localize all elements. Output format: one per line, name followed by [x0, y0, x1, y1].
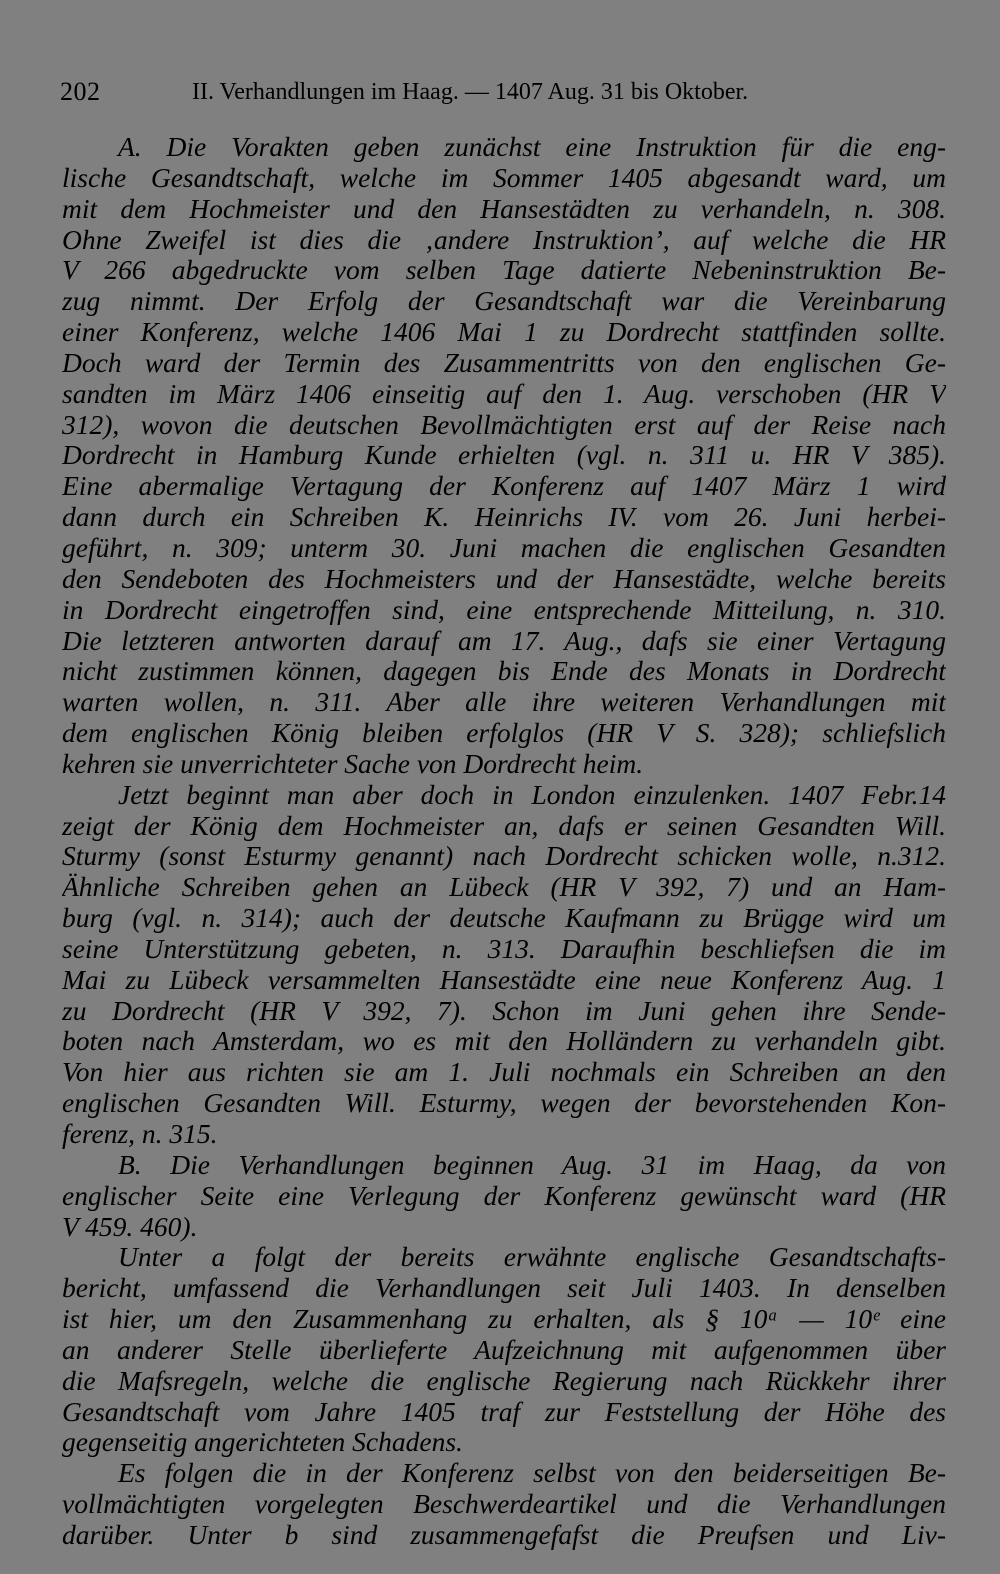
page-header: [60, 72, 950, 112]
text-line: V 459. 460).: [62, 1211, 198, 1242]
text-line: ferenz, n. 315.: [62, 1119, 218, 1149]
text-line: dann durch ein Schreiben K. Heinrichs IV. vom 26. Juni herbei-: [62, 502, 946, 533]
text-line: Ohne Zweifel ist dies die ‚andere Instruktion’, auf welche die HR: [62, 224, 946, 255]
text-line: zug nimmt. Der Erfolg der Gesandtschaft war die Vereinbarung: [62, 286, 946, 317]
text-line: lische Gesandtschaft, welche im Sommer 1405 abgesandt ward, um: [62, 162, 946, 193]
text-line: 312), wovon die deutschen Bevollmächtigten erst auf der Reise nach: [62, 409, 946, 440]
text-line: an anderer Stelle überlieferte Aufzeichnung mit aufgenommen über: [62, 1334, 946, 1365]
text-line: Doch ward der Termin des Zusammentritts von den englischen Ge-: [62, 347, 946, 378]
text-line: burg (vgl. n. 314); auch der deutsche Kaufmann zu Brügge wird um: [62, 903, 946, 934]
text-line: Unter a folgt der bereits erwähnte englische Gesandtschafts-: [118, 1242, 946, 1273]
text-line: Von hier aus richten sie am 1. Juli nochmals ein Schreiben an den: [62, 1057, 946, 1088]
text-line: Die letzteren antworten darauf am 17. Aug., dafs sie einer Vertagung: [62, 625, 946, 656]
text-line: die Mafsregeln, welche die englische Regierung nach Rückkehr ihrer: [62, 1365, 946, 1396]
text-line: gegenseitig angerichteten Schadens.: [62, 1427, 463, 1458]
text-line: Gesandtschaft vom Jahre 1405 traf zur Feststellung der Höhe des: [62, 1396, 946, 1427]
text-line: nicht zustimmen können, dagegen bis Ende des Monats in Dordrecht: [62, 656, 946, 687]
running-head: II. Verhandlungen im Haag. — 1407 Aug. 31 bis Oktober.: [192, 79, 749, 105]
page-number: 202: [60, 77, 101, 106]
body-text: [62, 132, 946, 1551]
text-line: kehren sie unverrichteter Sache von Dordrecht heim.: [62, 748, 644, 779]
text-line: seine Unterstützung gebeten, n. 313. Daraufhin beschliefsen die im: [62, 933, 946, 964]
text-line: dem englischen König bleiben erfolglos (HR V S. 328); schliefslich: [62, 718, 946, 749]
text-line: boten nach Amsterdam, wo es mit den Holländern zu verhandeln gibt.: [62, 1026, 946, 1057]
text-line: englischer Seite eine Verlegung der Konferenz gewünscht ward (HR: [62, 1180, 946, 1211]
text-line: einer Konferenz, welche 1406 Mai 1 zu Dordrecht stattfinden sollte.: [62, 317, 946, 348]
text-line: den Sendeboten des Hochmeisters und der Hansestädte, welche bereits: [62, 563, 946, 594]
text-line: bericht, umfassend die Verhandlungen seit Juli 1403. In denselben: [62, 1273, 946, 1304]
text-line: Mai zu Lübeck versammelten Hansestädte eine neue Konferenz Aug. 1: [62, 964, 946, 995]
text-line: Jetzt beginnt man aber doch in London einzulenken. 1407 Febr.14: [118, 779, 946, 810]
text-line: Eine abermalige Vertagung der Konferenz auf 1407 März 1 wird: [62, 471, 946, 502]
text-line: darüber. Unter b sind zusammengefafst die Preufsen und Liv-: [62, 1519, 946, 1550]
text-line: Es folgen die in der Konferenz selbst von den beiderseitigen Be-: [118, 1458, 946, 1489]
text-line: V 266 abgedruckte vom selben Tage datierte Nebeninstruktion Be-: [62, 255, 946, 286]
text-line: Ähnliche Schreiben gehen an Lübeck (HR V 392, 7) und an Ham-: [62, 872, 946, 903]
text-line: warten wollen, n. 311. Aber alle ihre weiteren Verhandlungen mit: [62, 687, 946, 718]
text-line: englischen Gesandten Will. Esturmy, wegen der bevorstehenden Kon-: [62, 1088, 946, 1119]
text-line: Sturmy (sonst Esturmy genannt) nach Dordrecht schicken wolle, n.312.: [62, 841, 946, 872]
text-line: ist hier, um den Zusammenhang zu erhalten, als § 10ᵃ — 10ᵉ eine: [62, 1304, 946, 1335]
text-line: geführt, n. 309; unterm 30. Juni machen die englischen Gesandten: [62, 532, 946, 563]
text-line: zeigt der König dem Hochmeister an, dafs er seinen Gesandten Will.: [62, 810, 946, 841]
text-line: in Dordrecht eingetroffen sind, eine entsprechende Mitteilung, n. 310.: [62, 594, 946, 625]
text-line: Dordrecht in Hamburg Kunde erhielten (vgl. n. 311 u. HR V 385).: [62, 440, 946, 471]
text-line: vollmächtigten vorgelegten Beschwerdeartikel und die Verhandlungen: [62, 1489, 946, 1520]
text-line: zu Dordrecht (HR V 392, 7). Schon im Juni gehen ihre Sende-: [62, 995, 946, 1026]
text-line: B. Die Verhandlungen beginnen Aug. 31 im Haag, da von: [118, 1149, 946, 1180]
text-line: mit dem Hochmeister und den Hansestädten zu verhandeln, n. 308.: [62, 193, 946, 224]
text-line: sandten im März 1406 einseitig auf den 1. Aug. verschoben (HR V: [62, 378, 946, 409]
text-line: A. Die Vorakten geben zunächst eine Instruktion für die eng-: [118, 132, 946, 162]
